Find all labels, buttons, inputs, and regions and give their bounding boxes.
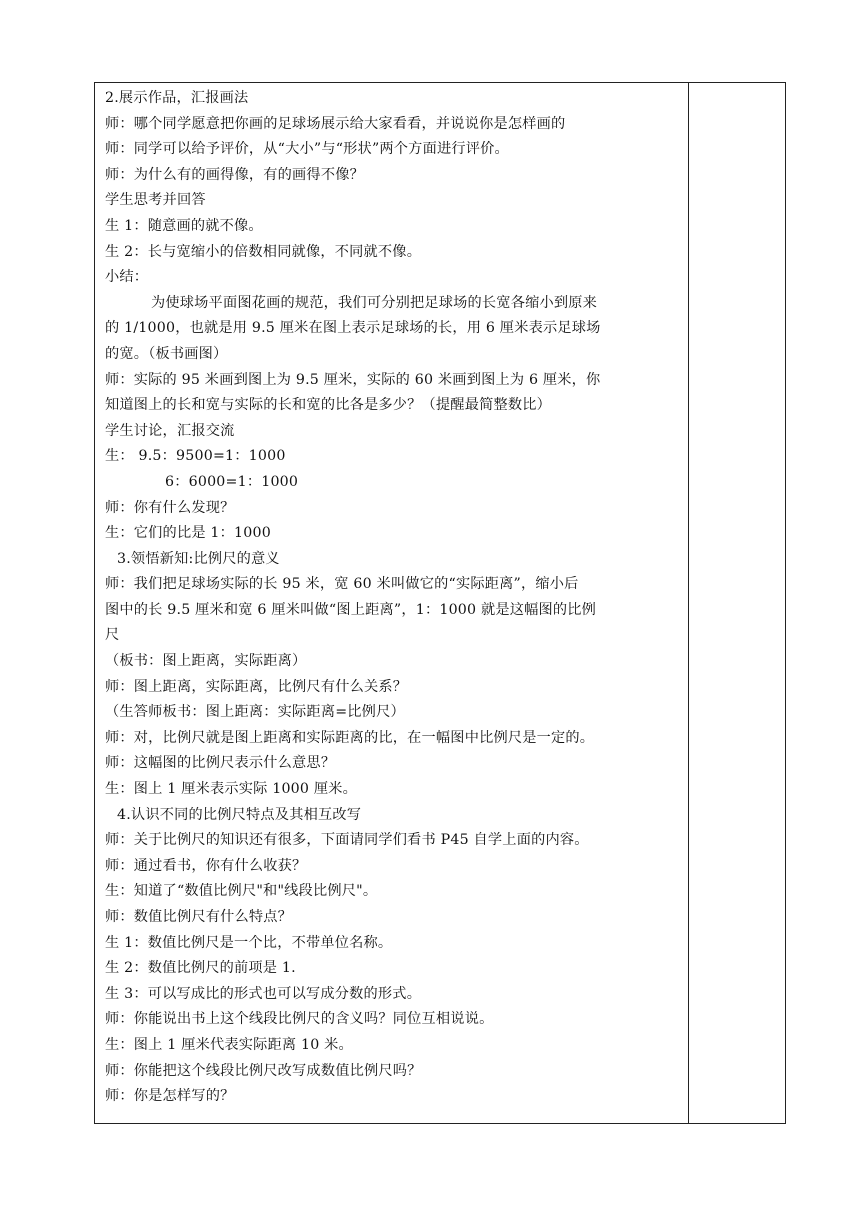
- text-line: （板书：图上距离，实际距离）: [105, 653, 307, 670]
- text-line: 图中的长 9.5 厘米和宽 6 厘米叫做“图上距离”，1：1000 就是这幅图的比例: [105, 601, 597, 618]
- text-line: （生答师板书：图上距离：实际距离=比例尺）: [105, 704, 405, 721]
- text-line: 尺: [105, 627, 120, 644]
- text-line: 师：哪个同学愿意把你画的足球场展示给大家看看，并说说你是怎样画的: [105, 115, 566, 132]
- text-line: 师：图上距离，实际距离，比例尺有什么关系？: [105, 678, 408, 695]
- text-line: 生 1：随意画的就不像。: [105, 217, 263, 234]
- text-line: 学生讨论，汇报交流: [105, 422, 235, 439]
- text-line: 师：你能说出书上这个线段比例尺的含义吗？同位互相说说。: [105, 1011, 494, 1028]
- text-line: 师：对，比例尺就是图上距离和实际距离的比，在一幅图中比例尺是一定的。: [105, 729, 595, 746]
- text-line: 师：同学可以给予评价，从“大小”与“形状”两个方面进行评价。: [105, 141, 509, 158]
- text-line: 生 1：数值比例尺是一个比，不带单位名称。: [105, 934, 393, 951]
- text-line: 的 1/1000，也就是用 9.5 厘米在图上表示足球场的长，用 6 厘米表示足球场: [105, 320, 601, 337]
- text-line: 生 2：长与宽缩小的倍数相同就像，不同就不像。: [105, 243, 422, 260]
- text-line: 生：知道了“数值比例尺"和"线段比例尺"。: [105, 883, 378, 900]
- text-line: 4.认识不同的比例尺特点及其相互改写: [117, 806, 362, 823]
- text-line: 6：6000=1：1000: [165, 473, 299, 490]
- text-line: 师：通过看书，你有什么收获？: [105, 857, 307, 874]
- text-line: 生 3：可以写成比的形式也可以写成分数的形式。: [105, 985, 422, 1002]
- text-line: 小结：: [105, 269, 149, 286]
- text-line: 师：实际的 95 米画到图上为 9.5 厘米，实际的 60 米画到图上为 6 厘米，你: [105, 371, 601, 388]
- text-line: 生： 9.5：9500=1：1000: [105, 448, 286, 465]
- text-line: 师：你有什么发现？: [105, 499, 235, 516]
- text-line: 2.展示作品，汇报画法: [105, 90, 249, 106]
- text-line: 生：图上 1 厘米表示实际 1000 厘米。: [105, 781, 358, 798]
- notes-column-cell: [689, 83, 785, 1123]
- text-line: 生 2：数值比例尺的前项是 1.: [105, 960, 296, 977]
- text-line: 学生思考并回答: [105, 192, 206, 209]
- text-line: 师：为什么有的画得像，有的画得不像？: [105, 166, 364, 183]
- text-line: 师：关于比例尺的知识还有很多，下面请同学们看书 P45 自学上面的内容。: [105, 832, 589, 849]
- text-line: 3.领悟新知:比例尺的意义: [117, 550, 280, 567]
- lesson-table: [94, 82, 786, 1124]
- text-line: 生：它们的比是 1：1000: [105, 525, 271, 542]
- text-line: 知道图上的长和宽与实际的长和宽的比各是多少？（提醒最简整数比）: [105, 397, 552, 414]
- text-line: 师：数值比例尺有什么特点？: [105, 909, 293, 925]
- text-line: 的宽。（板书画图）: [105, 345, 228, 362]
- text-line: 师：你是怎样写的？: [105, 1088, 235, 1105]
- text-line: 为使球场平面图花画的规范，我们可分别把足球场的长宽各缩小到原来: [151, 294, 598, 311]
- text-line: 生：图上 1 厘米代表实际距离 10 米。: [105, 1036, 353, 1053]
- text-line: 师：你能把这个线段比例尺改写成数值比例尺吗？: [105, 1062, 422, 1079]
- text-line: 师：我们把足球场实际的长 95 米，宽 60 米叫做它的“实际距离”，缩小后: [105, 576, 579, 593]
- text-line: 师：这幅图的比例尺表示什么意思？: [105, 755, 336, 772]
- lesson-content-cell: [105, 86, 690, 1110]
